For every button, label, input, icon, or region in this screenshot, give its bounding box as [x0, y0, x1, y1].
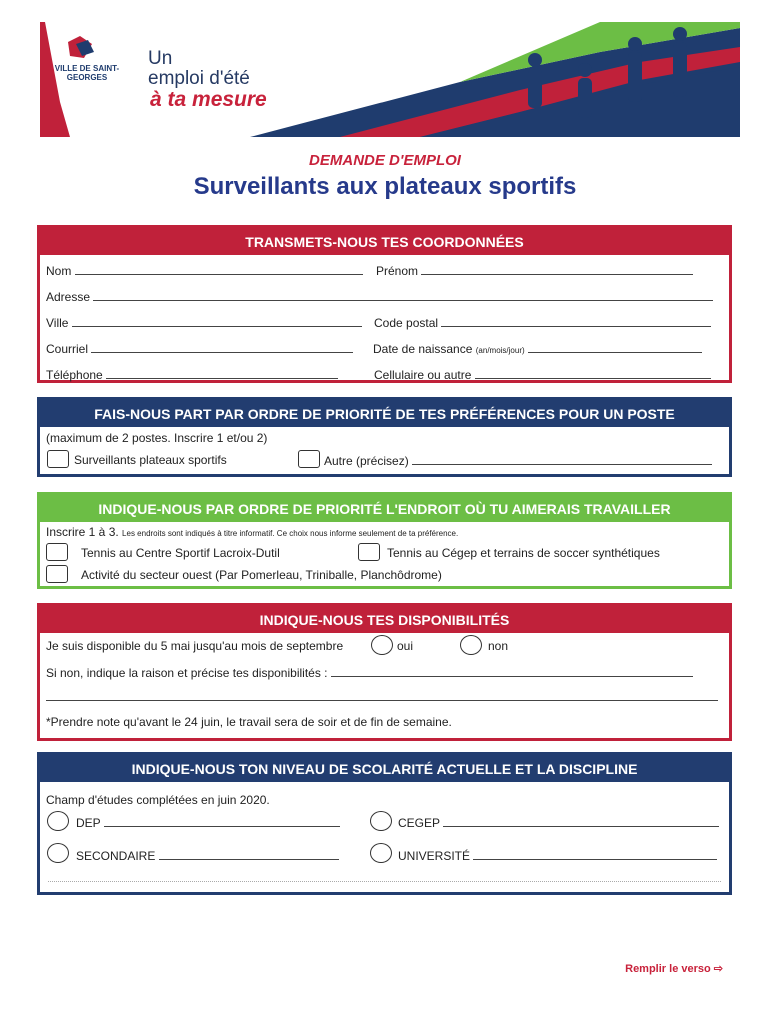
slogan-line1: Un	[148, 48, 173, 69]
coordonnees-section	[37, 225, 732, 383]
endroit-option2-checkbox[interactable]	[358, 543, 380, 561]
date-naissance-label: Date de naissance	[373, 342, 473, 356]
universite-label: UNIVERSITÉ	[398, 849, 471, 863]
preferences-note: (maximum de 2 postes. Inscrire 1 et/ou 2)	[46, 431, 268, 445]
adresse-label: Adresse	[46, 290, 91, 304]
option-autre-field[interactable]	[324, 453, 712, 468]
dotted-divider	[48, 881, 721, 882]
endroit-section	[37, 492, 732, 589]
code-postal-field[interactable]	[374, 315, 711, 330]
endroit-option2-label: Tennis au Cégep et terrains de soccer synthétiques	[387, 546, 660, 560]
telephone-label: Téléphone	[46, 368, 103, 382]
page-title: Surveillants aux plateaux sportifs	[193, 173, 577, 200]
ville-field[interactable]	[46, 315, 362, 330]
option-autre-checkbox[interactable]	[298, 450, 320, 468]
endroit-heading: INDIQUE-NOUS PAR ORDRE DE PRIORITÉ L'ENDROIT OÙ TU AIMERAIS TRAVAILLER	[40, 495, 729, 522]
universite-radio[interactable]	[370, 843, 392, 863]
option-autre-label: Autre (précisez)	[324, 454, 409, 468]
courriel-label: Courriel	[46, 342, 89, 356]
banner-graphic	[40, 22, 740, 137]
option-surveillants-checkbox[interactable]	[47, 450, 69, 468]
verso-note: Remplir le verso ⇨	[625, 963, 723, 975]
cegep-label: CEGEP	[398, 816, 440, 830]
prenom-field[interactable]	[376, 263, 693, 278]
endroit-option1-label: Tennis au Centre Sportif Lacroix-Dutil	[81, 546, 280, 560]
raison-label: Si non, indique la raison et précise tes disponibilités :	[46, 666, 328, 680]
banner	[40, 22, 740, 137]
adresse-field[interactable]	[46, 289, 713, 304]
secondaire-label: SECONDAIRE	[76, 849, 156, 863]
slogan-line3: à ta mesure	[150, 88, 267, 111]
dep-field[interactable]	[76, 815, 340, 830]
cegep-radio[interactable]	[370, 811, 392, 831]
preferences-heading: FAIS-NOUS PART PAR ORDRE DE PRIORITÉ DE TES PRÉFÉRENCES POUR UN POSTE	[40, 400, 729, 427]
date-naissance-field[interactable]	[373, 341, 702, 356]
dep-label: DEP	[76, 816, 101, 830]
endroit-option3-label: Activité du secteur ouest (Par Pomerleau, Triniballe, Planchôdrome)	[81, 568, 442, 582]
preferences-section	[37, 397, 732, 477]
dep-radio[interactable]	[47, 811, 69, 831]
ville-label: Ville	[46, 316, 69, 330]
cellulaire-field[interactable]	[374, 367, 711, 382]
cegep-field[interactable]	[398, 815, 719, 830]
nom-field[interactable]	[46, 263, 363, 278]
secondaire-radio[interactable]	[47, 843, 69, 863]
disponibilites-section	[37, 603, 732, 741]
universite-field[interactable]	[398, 848, 717, 863]
raison-field[interactable]	[46, 665, 693, 680]
code-postal-label: Code postal	[374, 316, 439, 330]
endroit-note-small: Les endroits sont indiqués à titre informatif. Ce choix nous informe seulement de ta préférence.	[122, 529, 459, 538]
form-subtitle: DEMANDE D'EMPLOI	[309, 152, 461, 169]
non-label: non	[488, 639, 509, 653]
date-format-hint: (an/mois/jour)	[475, 346, 525, 355]
non-radio[interactable]	[460, 635, 482, 655]
option-surveillants-label: Surveillants plateaux sportifs	[74, 453, 227, 467]
nom-label: Nom	[46, 264, 72, 278]
disponibilite-question: Je suis disponible du 5 mai jusqu'au mois de septembre	[46, 639, 344, 653]
oui-label: oui	[397, 639, 414, 653]
courriel-field[interactable]	[46, 341, 353, 356]
endroit-note-main: Inscrire 1 à 3.	[46, 525, 119, 539]
endroit-note	[46, 525, 458, 539]
scolarite-heading: INDIQUE-NOUS TON NIVEAU DE SCOLARITÉ ACTUELLE ET LA DISCIPLINE	[40, 755, 729, 782]
oui-radio[interactable]	[371, 635, 393, 655]
endroit-option3-checkbox[interactable]	[46, 565, 68, 583]
secondaire-field[interactable]	[76, 848, 339, 863]
city-logo-text: VILLE DE SAINT-GEORGES	[54, 64, 120, 82]
prenom-label: Prénom	[376, 264, 419, 278]
raison-field-line2[interactable]	[46, 689, 718, 704]
cellulaire-label: Cellulaire ou autre	[374, 368, 472, 382]
disponibilites-heading: INDIQUE-NOUS TES DISPONIBILITÉS	[40, 606, 729, 633]
disponibilite-note: *Prendre note qu'avant le 24 juin, le travail sera de soir et de fin de semaine.	[46, 715, 452, 729]
slogan-line2: emploi d'été	[148, 68, 250, 89]
scolarite-section	[37, 752, 732, 895]
telephone-field[interactable]	[46, 367, 338, 382]
coordonnees-heading: TRANSMETS-NOUS TES COORDONNÉES	[40, 228, 729, 255]
endroit-option1-checkbox[interactable]	[46, 543, 68, 561]
scolarite-intro: Champ d'études complétées en juin 2020.	[46, 793, 270, 807]
